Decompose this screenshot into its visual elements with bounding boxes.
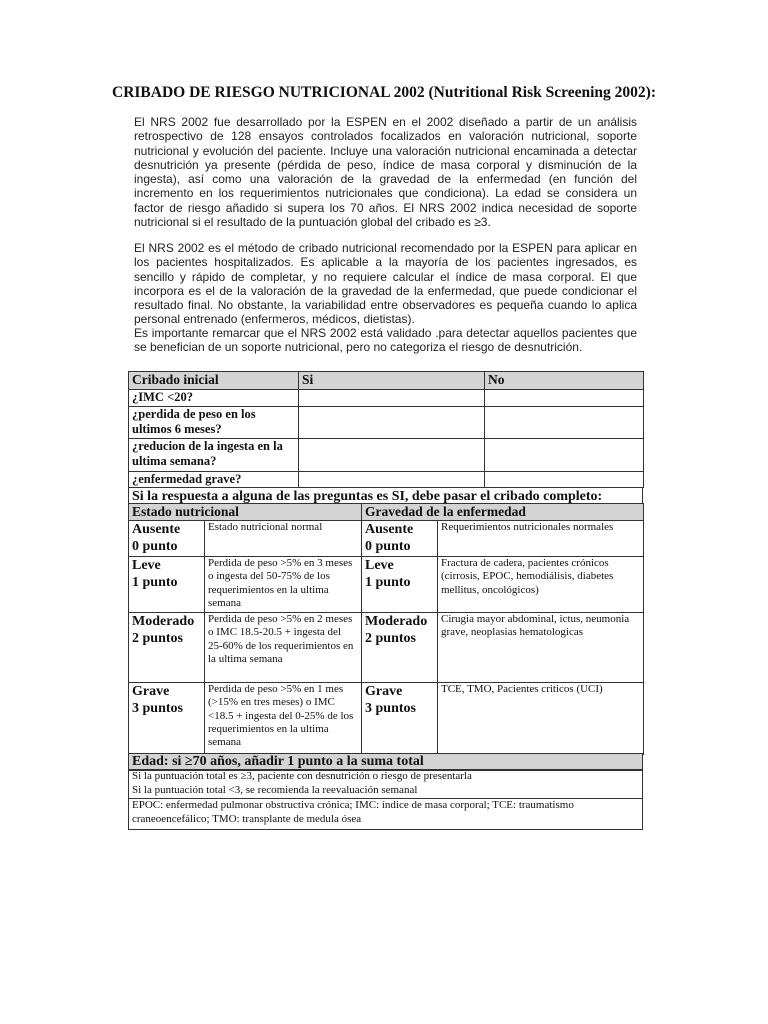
full-screening-table: [128, 503, 644, 755]
result-high-risk: Si la puntuación total es ≥3, paciente con desnutrición o riesgo de presentarla: [132, 770, 472, 782]
header-estado-nutricional: Estado nutricional: [129, 504, 362, 521]
severity-description: Fractura de cadera, pacientes crónicos (cirrosis, EPOC, hemodiálisis, diabetes mellitus, oncológicos): [438, 557, 644, 613]
level-points: 2 puntos: [365, 631, 416, 646]
paragraph-intro: El NRS 2002 fue desarrollado por la ESPEN en el 2002 diseñado a partir de un análisis retrospectivo de 128 ensayos controlados focalizados en valoración nutricional, soporte nutricional y evolución del paciente. Incluye una valoración nutricional encaminada a detectar desnutrición ya presente (pérdida de peso, índice de masa corporal y disminución de la ingesta), así como una valoración de la gravedad de la enfermedad (en función del incremento en los requerimientos nutricionales que condiciona). La edad se considera un factor de riesgo añadido si supera los 70 años. El NRS 2002 indica necesidad de soporte nutricional si el resultado de la puntuación global del cribado es ≥3.: [134, 115, 637, 230]
question-weight-loss: ¿perdida de peso en los ultimos 6 meses?: [129, 407, 299, 439]
level-points: 2 puntos: [132, 631, 183, 646]
level-label: [362, 557, 438, 613]
nutrition-description: Perdida de peso >5% en 3 meses o ingesta del 50-75% de los requerimientos en la ultima semana: [205, 557, 362, 613]
level-label: [129, 613, 205, 683]
level-label: [362, 613, 438, 683]
document-title: CRIBADO DE RIESGO NUTRICIONAL 2002 (Nutritional Risk Screening 2002):: [112, 84, 656, 101]
instruction-text: Si la respuesta a alguna de las preguntas es SI, debe pasar el cribado completo:: [129, 488, 643, 506]
level-name: Moderado: [132, 614, 195, 629]
level-label: [129, 683, 205, 755]
initial-screening-table: [128, 371, 644, 488]
level-points: 1 punto: [132, 575, 178, 590]
level-name: Leve: [132, 558, 161, 573]
level-name: Ausente: [365, 522, 414, 537]
result-low-risk: Si la puntuación total <3, se recomienda la reevaluación semanal: [132, 783, 418, 796]
results-cell: [129, 770, 643, 799]
severity-description: Requerimientos nutricionales normales: [438, 521, 644, 557]
age-note: Edad: si ≥70 años, añadir 1 punto a la suma total: [129, 754, 643, 771]
level-name: Leve: [365, 558, 394, 573]
level-name: Ausente: [132, 522, 181, 537]
header-no: No: [485, 372, 644, 390]
answer-si-cell[interactable]: [299, 390, 485, 407]
answer-si-cell[interactable]: [299, 407, 485, 439]
level-label: [129, 521, 205, 557]
header-si: Si: [299, 372, 485, 390]
nutrition-description: Perdida de peso >5% en 1 mes (>15% en tres meses) o IMC <18.5 + ingesta del 0-25% de los requerimientos en la ultima semana: [205, 683, 362, 755]
severity-description: Cirugia mayor abdominal, ictus, neumonia grave, neoplasias hematologicas: [438, 613, 644, 683]
header-cribado-inicial: Cribado inicial: [129, 372, 299, 390]
level-name: Moderado: [365, 614, 428, 629]
nutrition-description: Estado nutricional normal: [205, 521, 362, 557]
header-gravedad-enfermedad: Gravedad de la enfermedad: [362, 504, 644, 521]
question-severe-disease: ¿enfermedad grave?: [129, 472, 299, 488]
level-points: 0 punto: [365, 539, 411, 554]
question-intake-reduction: ¿reducion de la ingesta en la ultima semana?: [129, 439, 299, 472]
level-points: 0 punto: [132, 539, 178, 554]
question-imc: ¿IMC <20?: [129, 390, 299, 407]
level-name: Grave: [365, 684, 403, 699]
answer-no-cell[interactable]: [485, 472, 644, 488]
level-points: 1 punto: [365, 575, 411, 590]
level-label: [362, 521, 438, 557]
footnote-abbreviations: EPOC: enfermedad pulmonar obstructiva crónica; IMC: índice de masa corporal; TCE: traumatismo craneoencefálico; TMO: transplante de medula ósea: [129, 799, 643, 830]
answer-si-cell[interactable]: [299, 472, 485, 488]
answer-no-cell[interactable]: [485, 407, 644, 439]
results-table: [128, 769, 643, 830]
level-label: [362, 683, 438, 755]
answer-no-cell[interactable]: [485, 439, 644, 472]
level-points: 3 puntos: [132, 701, 183, 716]
answer-si-cell[interactable]: [299, 439, 485, 472]
answer-no-cell[interactable]: [485, 390, 644, 407]
level-label: [129, 557, 205, 613]
level-points: 3 puntos: [365, 701, 416, 716]
severity-description: TCE, TMO, Pacientes criticos (UCI): [438, 683, 644, 755]
level-name: Grave: [132, 684, 170, 699]
nutrition-description: Perdida de peso >5% en 2 meses o IMC 18.5-20.5 + ingesta del 25-60% de los requerimientos en la ultima semana: [205, 613, 362, 683]
paragraph-validation: Es importante remarcar que el NRS 2002 está validado .para detectar aquellos pacientes que se benefician de un soporte nutricional, pero no categoriza el riesgo de desnutrición.: [134, 326, 637, 355]
paragraph-recommendation: El NRS 2002 es el método de cribado nutricional recomendado por la ESPEN para aplicar en los pacientes hospitalizados. Es aplicable a la mayoría de los pacientes ingresados, es sencillo y rápido de completar, y no requiere calcular el índice de masa corporal. El que incorpora es el de la valoración de la gravedad de la enfermedad, que puede condicionar el resultado final. No obstante, la variabilidad entre observadores es pequeña cuando lo aplica personal entrenado (enfermeros, médicos, dietistas).: [134, 241, 637, 327]
